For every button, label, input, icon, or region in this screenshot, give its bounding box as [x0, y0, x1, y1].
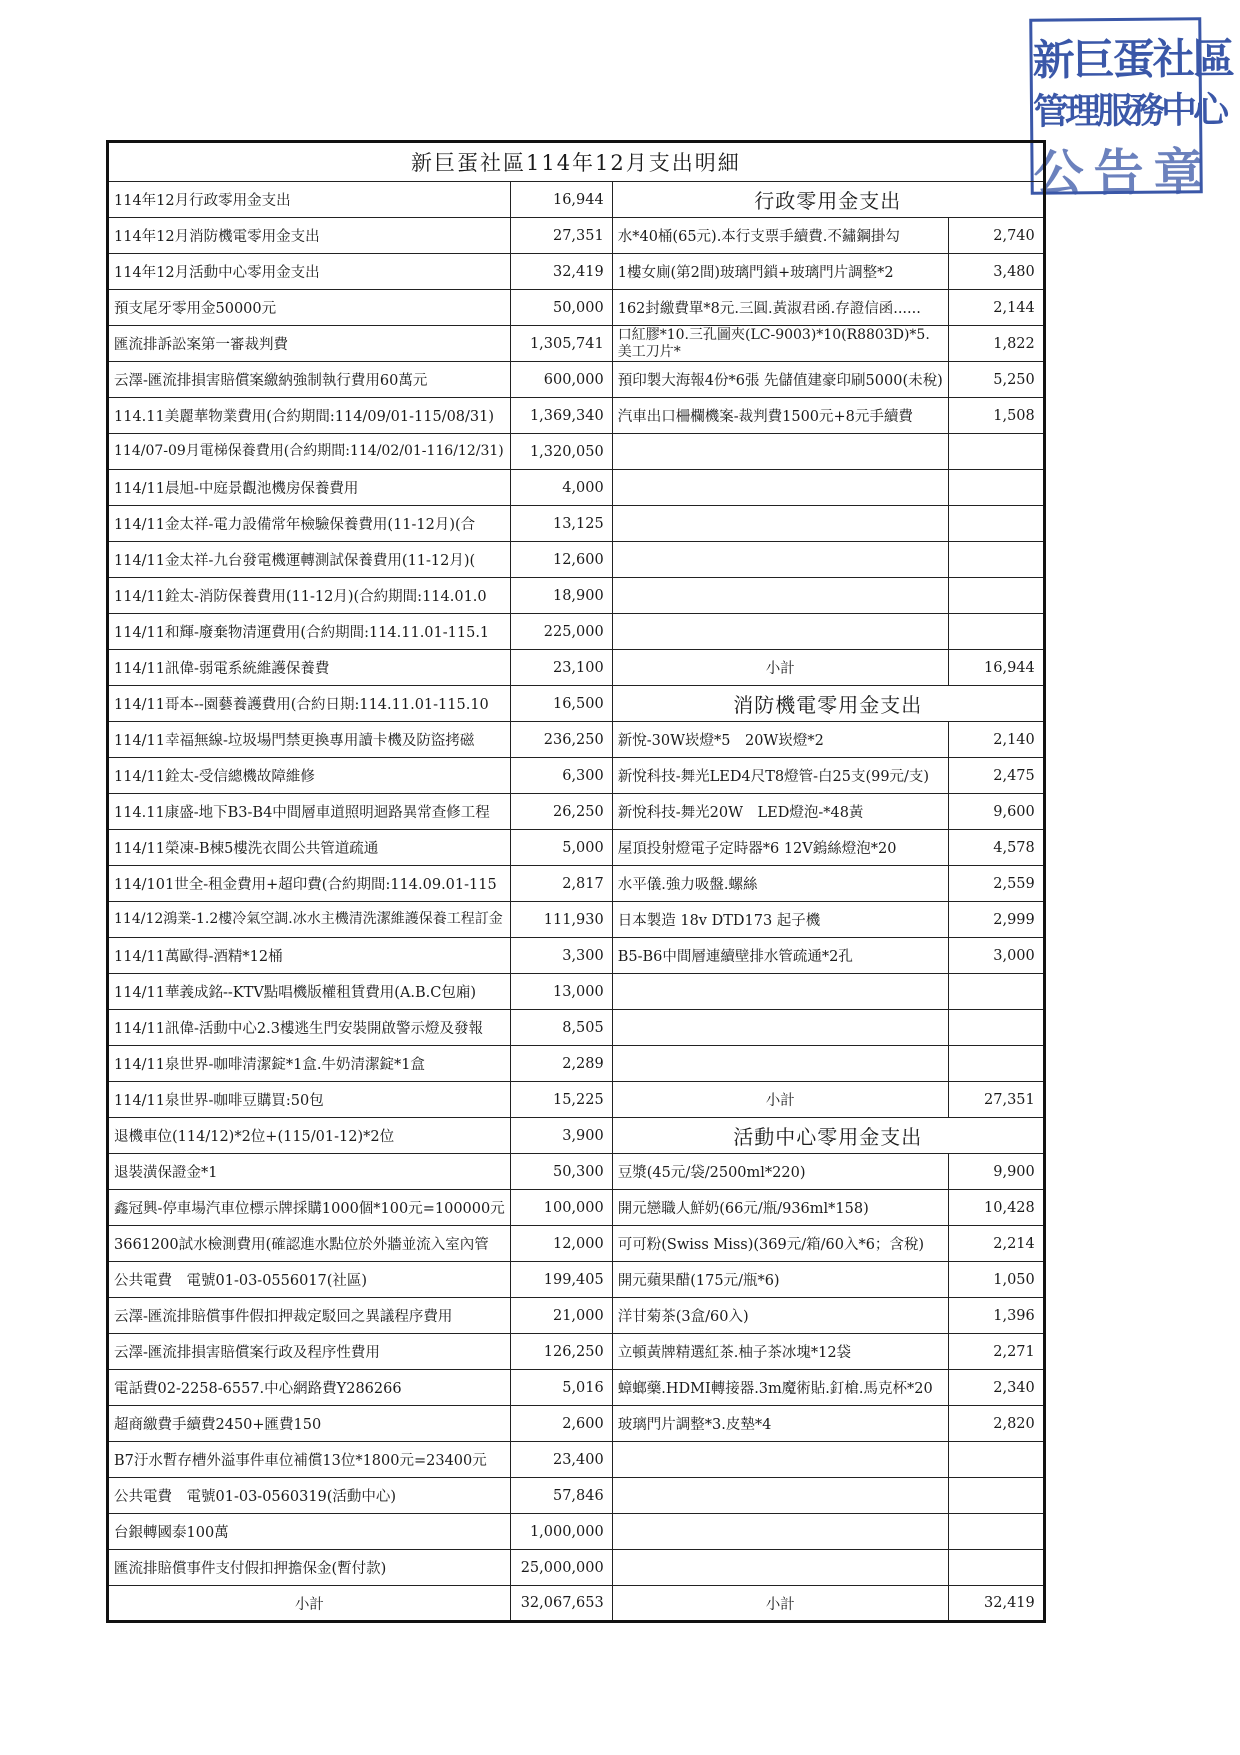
- left-amount: 25,000,000: [510, 1550, 612, 1586]
- table-row: [108, 1550, 1045, 1586]
- left-amount: 1,320,050: [510, 434, 612, 470]
- table-row: [108, 1118, 1045, 1154]
- right-item: 1樓女廁(第2間)玻璃門鎖+玻璃門片調整*2: [612, 254, 948, 290]
- left-amount: 1,369,340: [510, 398, 612, 434]
- table-row: [108, 254, 1045, 290]
- right-item: 162封繳費單*8元.三圓.黃淑君函.存證信函......: [612, 290, 948, 326]
- table-row: [108, 1190, 1045, 1226]
- right-amount: 2,475: [948, 758, 1044, 794]
- right-subtotal-label: 小計: [612, 1082, 948, 1118]
- table-row: [108, 830, 1045, 866]
- table-row: [108, 794, 1045, 830]
- left-amount: 21,000: [510, 1298, 612, 1334]
- right-amount: 32,419: [948, 1586, 1044, 1622]
- right-item: [612, 578, 948, 614]
- left-amount: 126,250: [510, 1334, 612, 1370]
- left-amount: 100,000: [510, 1190, 612, 1226]
- right-subtotal-label: 小計: [612, 650, 948, 686]
- right-item: [612, 1010, 948, 1046]
- left-item: 114年12月活動中心零用金支出: [108, 254, 511, 290]
- left-item: 114/11華義成銘--KTV點唱機版權租賃費用(A.B.C包廂): [108, 974, 511, 1010]
- right-amount: [948, 434, 1044, 470]
- right-amount: 16,944: [948, 650, 1044, 686]
- expense-sheet: [106, 140, 1046, 1623]
- table-row: [108, 1442, 1045, 1478]
- right-amount: 2,820: [948, 1406, 1044, 1442]
- left-amount: 2,289: [510, 1046, 612, 1082]
- left-item: 云澤-匯流排損害賠償案繳納強制執行費用60萬元: [108, 362, 511, 398]
- table-row: [108, 578, 1045, 614]
- right-item: 可可粉(Swiss Miss)(369元/箱/60入*6；含稅): [612, 1226, 948, 1262]
- right-amount: 9,900: [948, 1154, 1044, 1190]
- right-amount: 1,050: [948, 1262, 1044, 1298]
- right-amount: 1,822: [948, 326, 1044, 362]
- right-amount: 2,999: [948, 902, 1044, 938]
- left-amount: 23,100: [510, 650, 612, 686]
- table-row: [108, 182, 1045, 218]
- left-amount: 13,000: [510, 974, 612, 1010]
- left-amount: 27,351: [510, 218, 612, 254]
- right-amount: 1,508: [948, 398, 1044, 434]
- right-amount: 1,396: [948, 1298, 1044, 1334]
- stamp-line-3: 公告章: [1033, 143, 1214, 203]
- left-item: 114年12月消防機電零用金支出: [108, 218, 511, 254]
- left-amount: 12,600: [510, 542, 612, 578]
- right-amount: 2,340: [948, 1370, 1044, 1406]
- table-row: [108, 1514, 1045, 1550]
- right-item: 蟑螂藥.HDMI轉接器.3m魔術貼.釘槍.馬克杯*20: [612, 1370, 948, 1406]
- left-item: 114/11萬歐得-酒精*12桶: [108, 938, 511, 974]
- left-item: 公共電費 電號01-03-0556017(社區): [108, 1262, 511, 1298]
- table-row: [108, 1298, 1045, 1334]
- left-item: 114/11晨旭-中庭景觀池機房保養費用: [108, 470, 511, 506]
- right-item: 水平儀.強力吸盤.螺絲: [612, 866, 948, 902]
- table-row: [108, 1370, 1045, 1406]
- right-item: 新悅科技-舞光20W LED燈泡-*48黃: [612, 794, 948, 830]
- right-amount: 5,250: [948, 362, 1044, 398]
- official-stamp: [1029, 17, 1233, 203]
- table-row: [108, 1334, 1045, 1370]
- left-amount: 12,000: [510, 1226, 612, 1262]
- right-amount: 2,271: [948, 1334, 1044, 1370]
- left-item: 台銀轉國泰100萬: [108, 1514, 511, 1550]
- right-subtotal-label: 小計: [612, 1586, 948, 1622]
- left-amount: 26,250: [510, 794, 612, 830]
- left-item: 114/11泉世界-咖啡清潔錠*1盒.牛奶清潔錠*1盒: [108, 1046, 511, 1082]
- table-row: [108, 470, 1045, 506]
- left-item: 114/11銓太-消防保養費用(11-12月)(合約期間:114.01.0: [108, 578, 511, 614]
- table-row: [108, 866, 1045, 902]
- right-item: [612, 1442, 948, 1478]
- table-row: [108, 686, 1045, 722]
- table-row: [108, 1010, 1045, 1046]
- right-amount: 3,000: [948, 938, 1044, 974]
- section-header: 活動中心零用金支出: [612, 1118, 1044, 1154]
- left-amount: 32,419: [510, 254, 612, 290]
- right-amount: 9,600: [948, 794, 1044, 830]
- right-item: 口紅膠*10.三孔圖夾(LC-9003)*10(R8803D)*5.美工刀片*: [612, 326, 948, 362]
- left-amount: 15,225: [510, 1082, 612, 1118]
- right-amount: 2,559: [948, 866, 1044, 902]
- table-row: [108, 758, 1045, 794]
- left-amount: 225,000: [510, 614, 612, 650]
- table-row: [108, 938, 1045, 974]
- left-item: 匯流排賠償事件支付假扣押擔保金(暫付款): [108, 1550, 511, 1586]
- right-amount: 2,740: [948, 218, 1044, 254]
- right-amount: [948, 1514, 1044, 1550]
- right-amount: [948, 1046, 1044, 1082]
- table-row: [108, 1262, 1045, 1298]
- left-subtotal-label: 小計: [108, 1586, 511, 1622]
- right-item: 立頓黃牌精選紅茶.柚子茶冰塊*12袋: [612, 1334, 948, 1370]
- right-item: 開元蘋果醋(175元/瓶*6): [612, 1262, 948, 1298]
- table-row: [108, 506, 1045, 542]
- right-item: 新悅-30W崁燈*5 20W崁燈*2: [612, 722, 948, 758]
- left-item: 114/11銓太-受信總機故障維修: [108, 758, 511, 794]
- left-item: 預支尾牙零用金50000元: [108, 290, 511, 326]
- table-row: [108, 434, 1045, 470]
- left-item: 3661200試水檢測費用(確認進水點位於外牆並流入室內管: [108, 1226, 511, 1262]
- table-row: [108, 1082, 1045, 1118]
- left-amount: 3,300: [510, 938, 612, 974]
- left-amount: 16,944: [510, 182, 612, 218]
- section-header: 行政零用金支出: [612, 182, 1044, 218]
- left-amount: 6,300: [510, 758, 612, 794]
- right-item: [612, 614, 948, 650]
- left-amount: 5,000: [510, 830, 612, 866]
- left-amount: 600,000: [510, 362, 612, 398]
- right-item: 日本製造 18v DTD173 起子機: [612, 902, 948, 938]
- left-item: 114/11泉世界-咖啡豆購買:50包: [108, 1082, 511, 1118]
- left-amount: 5,016: [510, 1370, 612, 1406]
- left-amount: 8,505: [510, 1010, 612, 1046]
- right-amount: 27,351: [948, 1082, 1044, 1118]
- expense-table: [106, 140, 1046, 1623]
- left-amount: 236,250: [510, 722, 612, 758]
- left-item: 超商繳費手續費2450+匯費150: [108, 1406, 511, 1442]
- left-amount: 2,600: [510, 1406, 612, 1442]
- left-amount: 4,000: [510, 470, 612, 506]
- table-row: [108, 722, 1045, 758]
- table-row: [108, 1226, 1045, 1262]
- left-item: 114/11和輝-廢棄物清運費用(合約期間:114.11.01-115.1: [108, 614, 511, 650]
- left-item: 114/11哥本--園藝養護費用(合約日期:114.11.01-115.10: [108, 686, 511, 722]
- right-item: 預印製大海報4份*6張 先儲值建豪印刷5000(未稅): [612, 362, 948, 398]
- right-amount: [948, 614, 1044, 650]
- right-amount: [948, 974, 1044, 1010]
- right-item: [612, 542, 948, 578]
- right-amount: 2,144: [948, 290, 1044, 326]
- right-amount: 2,140: [948, 722, 1044, 758]
- stamp-line-1: 新巨蛋社區: [1032, 33, 1233, 85]
- section-header: 消防機電零用金支出: [612, 686, 1044, 722]
- right-item: 水*40桶(65元).本行支票手續費.不鏽鋼掛勾: [612, 218, 948, 254]
- right-amount: [948, 578, 1044, 614]
- left-item: 114/11金太祥-九台發電機運轉測試保養費用(11-12月)(: [108, 542, 511, 578]
- left-amount: 23,400: [510, 1442, 612, 1478]
- left-item: 114年12月行政零用金支出: [108, 182, 511, 218]
- right-item: [612, 1550, 948, 1586]
- left-amount: 13,125: [510, 506, 612, 542]
- right-item: [612, 506, 948, 542]
- right-item: 玻璃門片調整*3.皮墊*4: [612, 1406, 948, 1442]
- table-row: [108, 542, 1045, 578]
- right-item: [612, 1478, 948, 1514]
- right-item: [612, 974, 948, 1010]
- left-item: 匯流排訴訟案第一審裁判費: [108, 326, 511, 362]
- left-item: 云澤-匯流排損害賠償案行政及程序性費用: [108, 1334, 511, 1370]
- right-amount: [948, 1010, 1044, 1046]
- table-row: [108, 1406, 1045, 1442]
- table-row: [108, 1478, 1045, 1514]
- left-amount: 16,500: [510, 686, 612, 722]
- left-item: 114/11訊偉-活動中心2.3樓逃生門安裝開啟警示燈及發報: [108, 1010, 511, 1046]
- table-row: [108, 290, 1045, 326]
- right-item: 洋甘菊茶(3盒/60入): [612, 1298, 948, 1334]
- right-amount: [948, 542, 1044, 578]
- table-row: [108, 398, 1045, 434]
- left-item: 114/11金太祥-電力設備常年檢驗保養費用(11-12月)(合: [108, 506, 511, 542]
- left-amount: 32,067,653: [510, 1586, 612, 1622]
- right-item: 開元戀職人鮮奶(66元/瓶/936ml*158): [612, 1190, 948, 1226]
- right-item: 新悅科技-舞光LED4尺T8燈管-白25支(99元/支): [612, 758, 948, 794]
- table-row: [108, 218, 1045, 254]
- left-item: 114.11美麗華物業費用(合約期間:114/09/01-115/08/31): [108, 398, 511, 434]
- right-amount: [948, 1478, 1044, 1514]
- left-item: 公共電費 電號01-03-0560319(活動中心): [108, 1478, 511, 1514]
- right-amount: [948, 1442, 1044, 1478]
- left-item: 云澤-匯流排賠償事件假扣押裁定駁回之異議程序費用: [108, 1298, 511, 1334]
- table-row: [108, 902, 1045, 938]
- right-item: [612, 1046, 948, 1082]
- left-item: 114/101世全-租金費用+超印費(合約期間:114.09.01-115: [108, 866, 511, 902]
- table-row: [108, 1586, 1045, 1622]
- left-amount: 50,300: [510, 1154, 612, 1190]
- left-amount: 1,305,741: [510, 326, 612, 362]
- right-item: 豆漿(45元/袋/2500ml*220): [612, 1154, 948, 1190]
- left-item: 退裝潢保證金*1: [108, 1154, 511, 1190]
- left-item: 鑫冠興-停車場汽車位標示牌採購1000個*100元=100000元: [108, 1190, 511, 1226]
- left-item: 退機車位(114/12)*2位+(115/01-12)*2位: [108, 1118, 511, 1154]
- left-amount: 3,900: [510, 1118, 612, 1154]
- right-amount: 2,214: [948, 1226, 1044, 1262]
- right-amount: 3,480: [948, 254, 1044, 290]
- table-row: [108, 650, 1045, 686]
- page-title: 新巨蛋社區114年12月支出明細: [108, 142, 1045, 182]
- right-amount: 4,578: [948, 830, 1044, 866]
- left-item: 電話費02-2258-6557.中心網路費Y286266: [108, 1370, 511, 1406]
- left-amount: 1,000,000: [510, 1514, 612, 1550]
- table-row: [108, 614, 1045, 650]
- right-amount: [948, 1550, 1044, 1586]
- left-item: B7汙水暫存槽外溢事件車位補償13位*1800元=23400元: [108, 1442, 511, 1478]
- left-amount: 2,817: [510, 866, 612, 902]
- table-row: [108, 326, 1045, 362]
- right-amount: [948, 470, 1044, 506]
- right-item: 屋頂投射燈電子定時器*6 12V鎢絲燈泡*20: [612, 830, 948, 866]
- left-amount: 18,900: [510, 578, 612, 614]
- right-item: [612, 470, 948, 506]
- left-amount: 50,000: [510, 290, 612, 326]
- table-row: [108, 362, 1045, 398]
- right-item: [612, 1514, 948, 1550]
- right-amount: [948, 506, 1044, 542]
- table-row: [108, 1154, 1045, 1190]
- left-item: 114/07-09月電梯保養費用(合約期間:114/02/01-116/12/31): [108, 434, 511, 470]
- right-item: 汽車出口柵欄機案-裁判費1500元+8元手續費: [612, 398, 948, 434]
- left-amount: 199,405: [510, 1262, 612, 1298]
- table-row: [108, 1046, 1045, 1082]
- left-item: 114/11訊偉-弱電系統維護保養費: [108, 650, 511, 686]
- left-amount: 57,846: [510, 1478, 612, 1514]
- right-item: [612, 434, 948, 470]
- stamp-line-2: 管理服務中心: [1032, 90, 1226, 133]
- left-item: 114/11榮凍-B棟5樓洗衣間公共管道疏通: [108, 830, 511, 866]
- left-item: 114/12鴻業-1.2樓冷氣空調.冰水主機清洗潔維護保養工程訂金: [108, 902, 511, 938]
- right-item: B5-B6中間層連續壁排水管疏通*2孔: [612, 938, 948, 974]
- left-amount: 111,930: [510, 902, 612, 938]
- table-row: [108, 974, 1045, 1010]
- left-item: 114/11幸福無線-垃圾場門禁更換專用讀卡機及防盜拷磁: [108, 722, 511, 758]
- left-item: 114.11康盛-地下B3-B4中間層車道照明迴路異常查修工程: [108, 794, 511, 830]
- right-amount: 10,428: [948, 1190, 1044, 1226]
